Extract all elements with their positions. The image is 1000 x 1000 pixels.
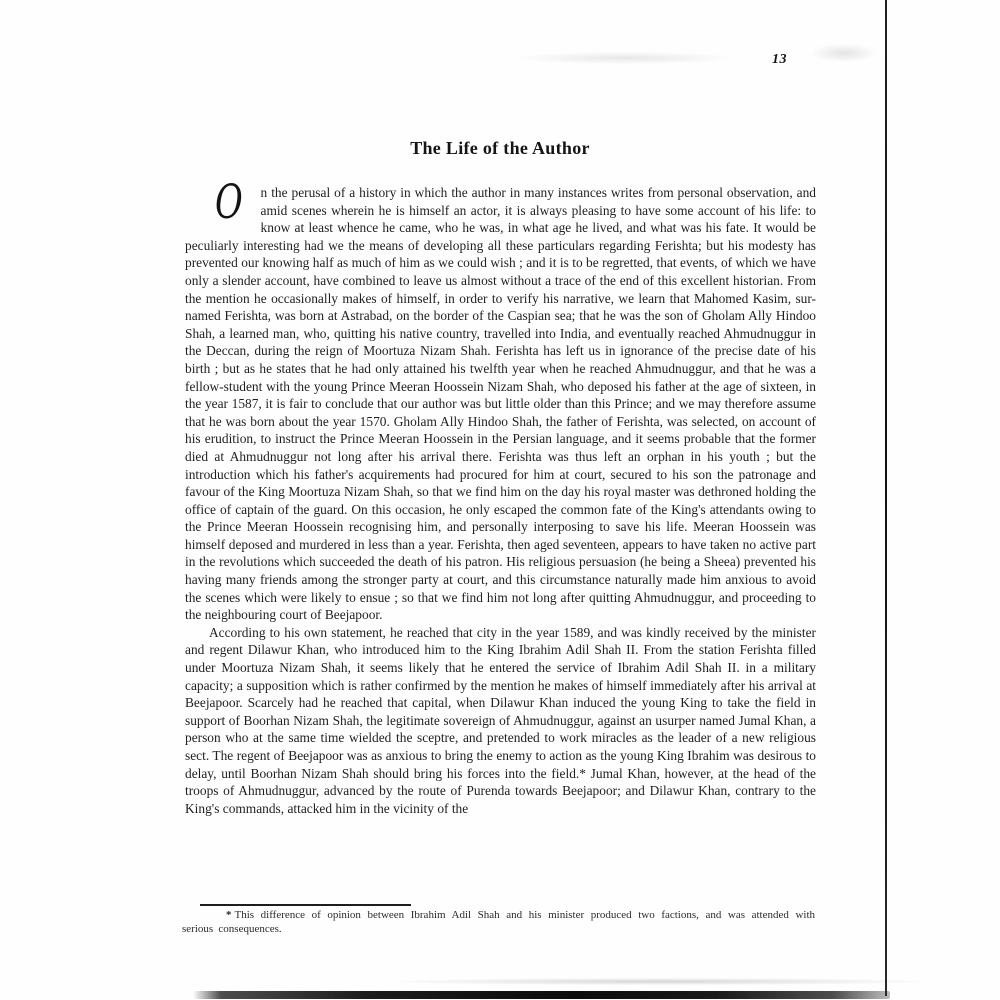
paragraph-text: According to his own statement, he reached that city in the year 1589, and was kindly received by the minister and regent Dilawur Khan, who introduced him to the King Ibrahim Adil Shah II. From the station Ferishta filled under Moortuza Nizam Shah, it seems likely that he entered the service of Ibrahim Adil Shah II. in a military capacity; a supposition which is rather confirmed by the mention he makes of himself immediately after his arrival at Beejapoor. Scarcely had he reached that capital, when Dilawur Khan induced the young King to take the field in support of Boorhan Nizam Shah, the legitimate sovereign of Ahmudnuggur, against an usurper named Jumal Khan, a person who at the same time wielded the sceptre, and pretended to work miracles as the leader of a new religious sect. The regent of Beejapoor was as anxious to bring the enemy to action as the young King Ibrahim was desirous to delay, until Boorhan Nizam Shah should bring his forces into the field.* Jumal Khan, however, at the head of the troops of Ahmudnuggur, advanced by the route of Purenda towards Beejapoor; and Dilawur Khan, contrary to the King's commands, attacked him in the vicinity of the xyxy=(185,624,816,816)
drop-cap-initial: O xyxy=(215,175,243,230)
body-text-column xyxy=(185,175,816,817)
footnote xyxy=(182,909,815,936)
page-title: The Life of the Author xyxy=(410,138,590,158)
footnote-text: This difference of opinion between Ibrahim Adil Shah and his minister produced two factions, and was attended with serious consequences. xyxy=(182,909,815,935)
page-number: 13 xyxy=(772,52,787,67)
scan-artifact-smudge xyxy=(520,52,730,64)
page-right-edge-line xyxy=(885,0,887,996)
footnote-divider xyxy=(200,904,411,906)
scan-artifact-smudge xyxy=(812,44,876,62)
paragraph xyxy=(185,624,816,818)
paragraph xyxy=(185,175,816,624)
page-bottom-edge-shadow xyxy=(193,991,890,999)
scan-artifact-smudge xyxy=(400,978,920,985)
footnote-marker: * xyxy=(226,909,232,921)
paragraph-text: n the perusal of a history in which the author in many instances writes from personal observation, and amid scenes wherein he is himself an actor, it is always pleasing to have some account of his life: to know at least whence he came, who he was, in what age he lived, and what was his fate. It would be peculiarly interesting had we the means of developing all these particulars regarding Ferishta; but his modesty has prevented our knowing half as much of him as we could wish ; and it is to be regretted, that events, of which we have only a slender account, have combined to leave us almost without a trace of the end of this excellent historian. From the mention he occasionally makes of himself, in order to verify his narrative, we learn that Mahomed Kasim, sur-named Ferishta, was born at Astrabad, on the border of the Caspian sea; that he was the son of Gholam Ally Hindoo Shah, a learned man, who, quitting his native country, travelled into India, and eventually reached Ahmudnuggur in the Deccan, during the reign of Moortuza Nizam Shah. Ferishta has left us in ignorance of the precise date of his birth ; but as he states that he had only attained his twelfth year when he reached Ahmudnuggur, and that he was a fellow-student with the young Prince Meeran Hoossein Nizam Shah, who deposed his father at the age of sixteen, in the year 1587, it is fair to conclude that our author was but little older than this Prince; and we may therefore assume that he was born about the year 1570. Gholam Ally Hindoo Shah, the father of Ferishta, was selected, on account of his erudition, to instruct the Prince Meeran Hoossein in the Persian language, and it seems probable that the former died at Ahmudnuggur not long after his arrival there. Ferishta was thus left an orphan in his youth ; but the introduction which his father's acquirements had procured for him at court, secured to his son the patronage and favour of the King Moortuza Nizam Shah, so that we find him on the day his royal master was dethroned holding the office of captain of the guard. On this occasion, he only escaped the common fate of the King's attendants owing to the Prince Meeran Hoossein recognising him, and personally interposing to save his life. Meeran Hoossein was himself deposed and murdered in less than a year. Ferishta, then aged seventeen, appears to have taken no active part in the revolutions which succeeded the death of his patron. His religious persuasion (he being a Sheea) prevented his having many friends among the stronger party at court, and this circumstance naturally made him anxious to avoid the scenes which were likely to ensue ; so that we find him not long after quitting Ahmudnuggur, and proceeding to the neighbouring court of Beejapoor. xyxy=(185,185,816,623)
